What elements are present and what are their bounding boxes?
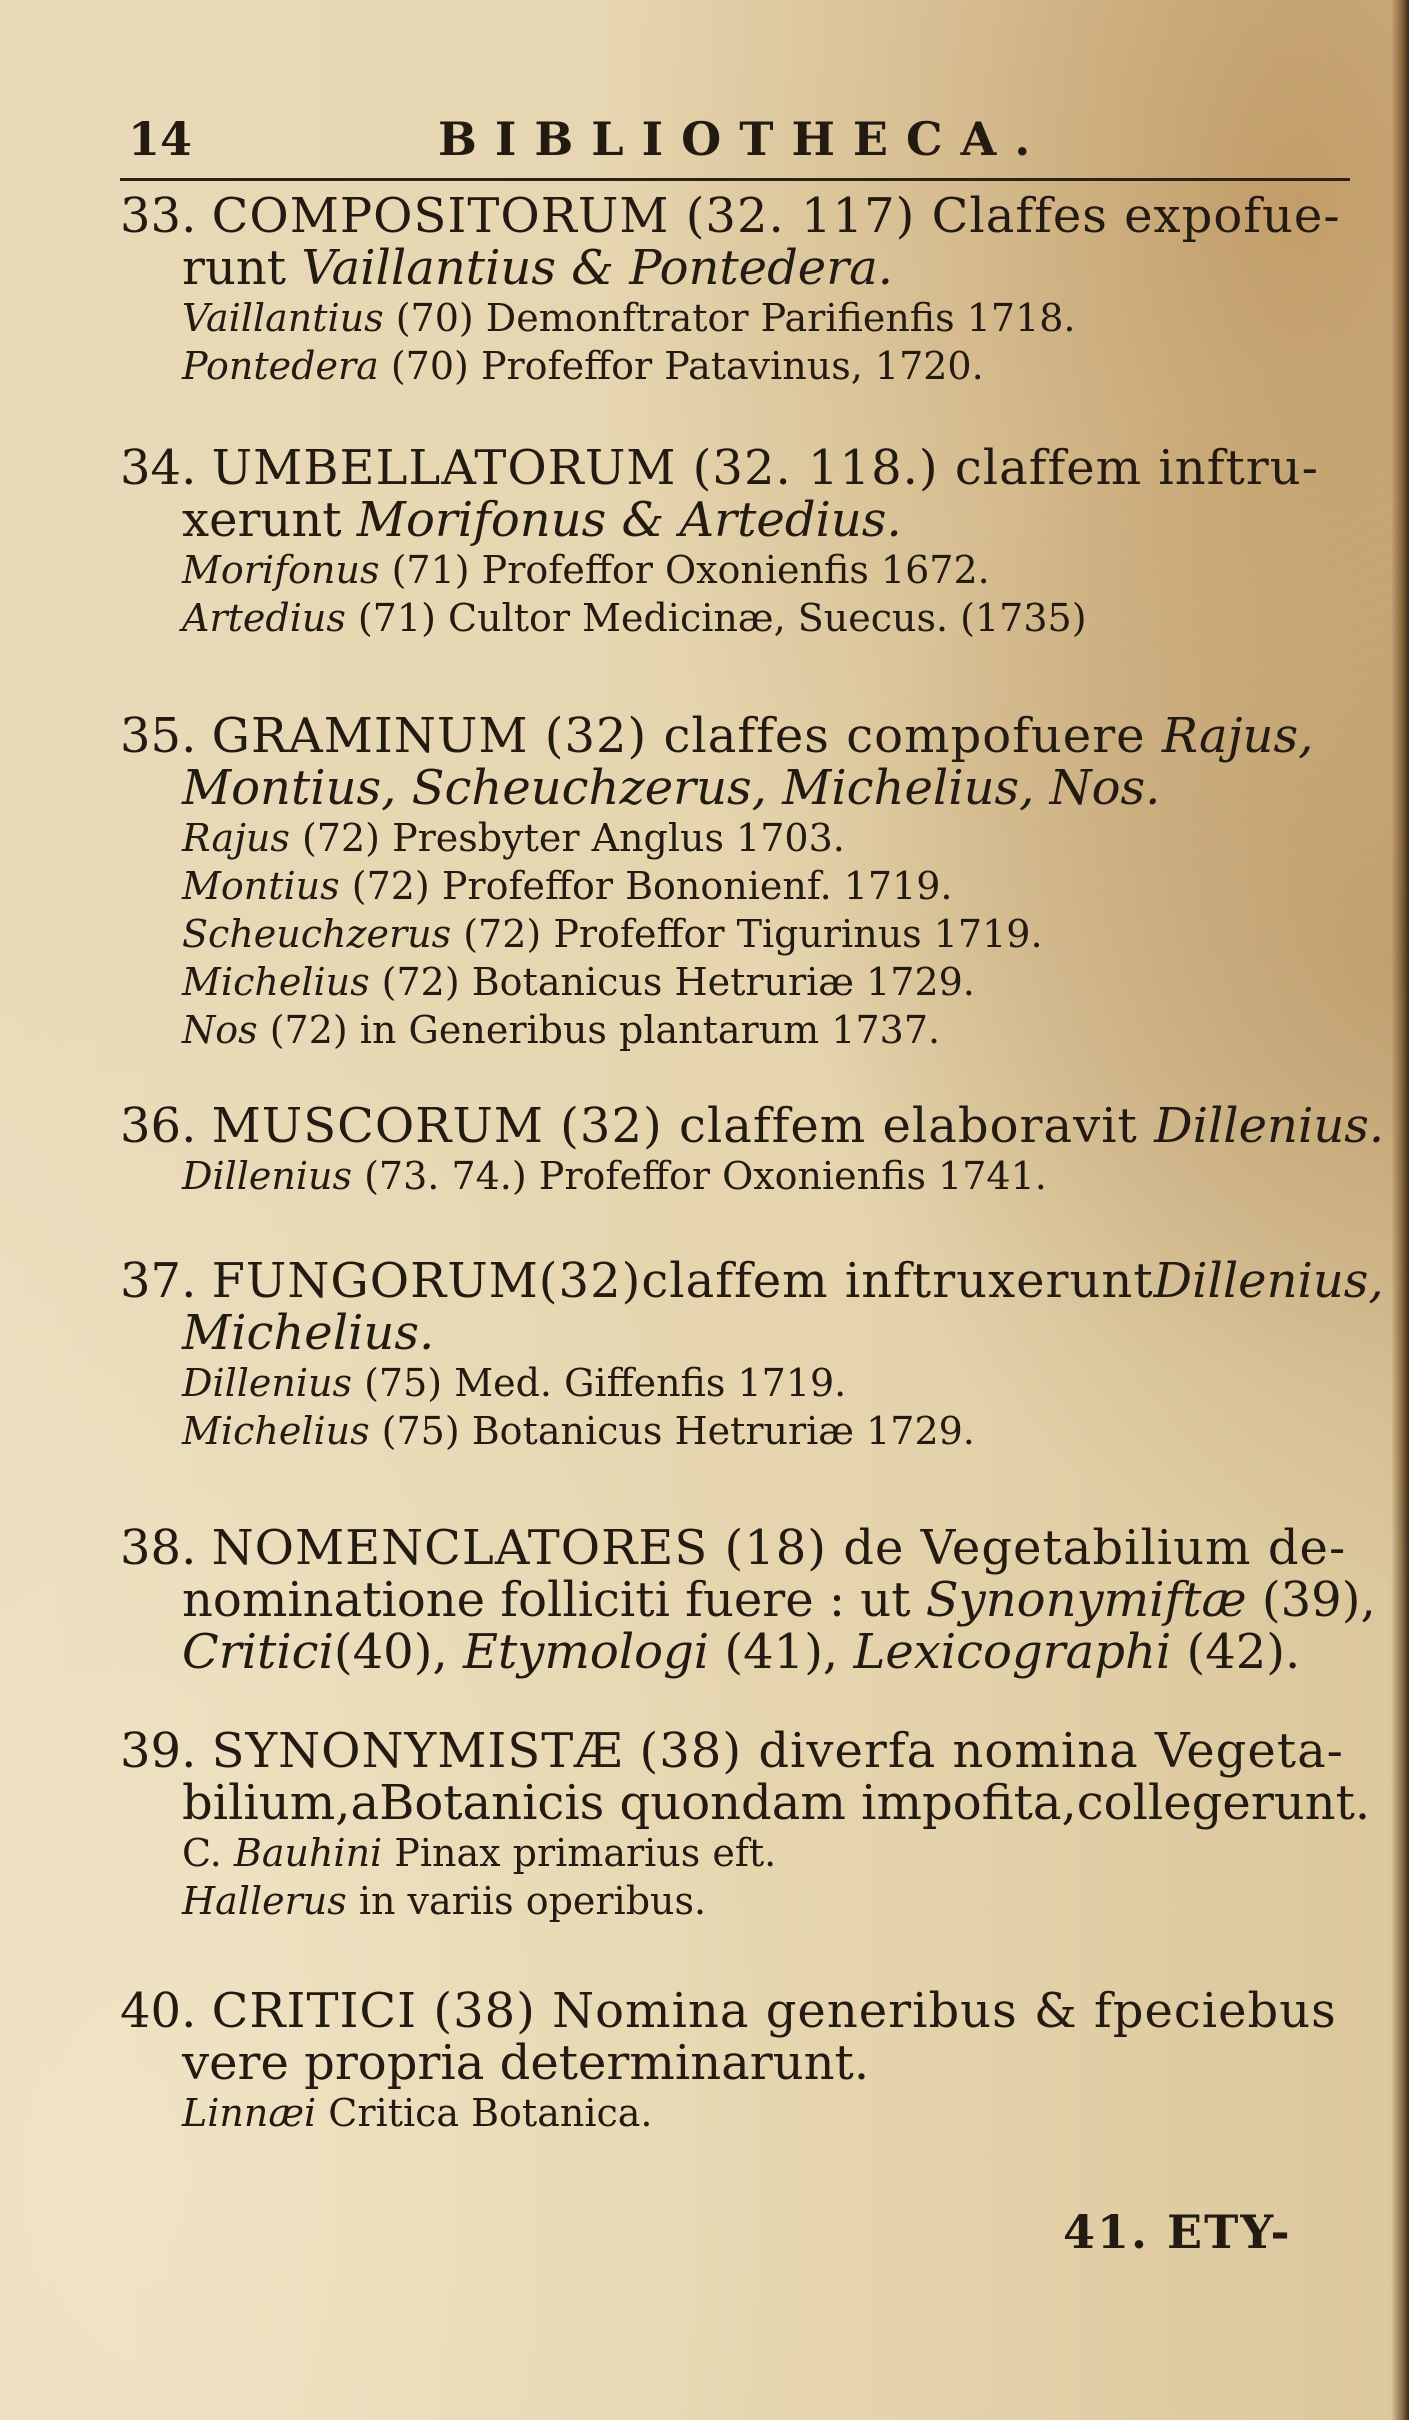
entry-authors: Dillenius, (1153, 1253, 1384, 1309)
entry-text: COMPOSITORUM (32. 117) Claffes expofue- (211, 188, 1341, 244)
author-name: Artedius (182, 596, 346, 640)
entry-text: NOMENCLATORES (18) de Vegetabilium de- (211, 1520, 1347, 1576)
entry-35 (120, 710, 1350, 1054)
entry-term: Synonymiftæ (925, 1572, 1247, 1628)
running-title: BIBLIOTHECA. (438, 112, 1049, 166)
entry-text: bilium,aBotanicis quondam impofita,collegerunt. (182, 1775, 1371, 1831)
author-prefix: C. (182, 1831, 234, 1875)
entry-34 (120, 442, 1350, 642)
page-header (128, 112, 1238, 172)
entry-text: vere propria determinarunt. (182, 2035, 870, 2091)
entry-number: 36. (120, 1098, 197, 1154)
entry-38 (120, 1520, 1376, 1680)
author-name: Montius (182, 864, 340, 908)
entry-authors: Vaillantius & Pontedera. (301, 240, 894, 296)
entry-term: Lexicographi (853, 1624, 1172, 1680)
author-note: (73. 74.) Profeffor Oxonienfis 1741. (352, 1154, 1047, 1198)
author-note: (71) Cultor Medicinæ, Suecus. (1735) (345, 596, 1087, 640)
entry-number: 39. (120, 1723, 197, 1779)
entry-number: 33. (120, 188, 197, 244)
entry-36 (120, 1098, 1385, 1200)
entry-number: 38. (120, 1520, 197, 1576)
author-note: (70) Profeffor Patavinus, 1720. (378, 344, 984, 388)
entry-authors: Dillenius. (1154, 1098, 1385, 1154)
entry-39 (120, 1723, 1371, 1925)
entry-text: FUNGORUM(32)claffem inftruxerunt (211, 1253, 1154, 1309)
entry-text: UMBELLATORUM (32. 118.) claffem inftru- (211, 440, 1319, 496)
entry-text: CRITICI (38) Nomina generibus & fpeciebus (211, 1983, 1337, 2039)
page-number: 14 (128, 112, 193, 166)
author-note: (72) Profeffor Bononienf. 1719. (339, 864, 953, 908)
author-note: (71) Profeffor Oxonienfis 1672. (379, 548, 990, 592)
entry-text: nominatione folliciti fuere : ut (182, 1572, 926, 1628)
entry-authors: Morifonus & Artedius. (356, 492, 902, 548)
author-name: Dillenius (182, 1154, 353, 1198)
author-name: Linnæi (182, 2091, 317, 2135)
entry-text: runt (182, 240, 302, 296)
entry-text: (39), (1246, 1572, 1376, 1628)
entry-authors: Michelius. (182, 1305, 435, 1361)
author-name: Hallerus (182, 1879, 347, 1923)
entry-number: 35. (120, 708, 197, 764)
entry-term: Critici (182, 1624, 334, 1680)
entry-text: (42). (1171, 1624, 1301, 1680)
entry-authors: Rajus, (1161, 708, 1314, 764)
author-note: (70) Demonftrator Parifienfis 1718. (383, 296, 1076, 340)
author-name: Scheuchzerus (182, 912, 452, 956)
author-name: Michelius (182, 1409, 370, 1453)
entry-authors: Montius, Scheuchzerus, Michelius, Nos. (182, 760, 1161, 816)
author-note: (72) in Generibus plantarum 1737. (257, 1008, 941, 1052)
entry-37 (120, 1253, 1384, 1455)
entry-text: GRAMINUM (32) claffes compofuere (211, 708, 1162, 764)
entry-text: xerunt (182, 492, 357, 548)
author-note: (75) Botanicus Hetruriæ 1729. (369, 1409, 975, 1453)
entry-33 (120, 190, 1350, 390)
entry-text: (41), (709, 1624, 854, 1680)
author-note: Critica Botanica. (316, 2091, 653, 2135)
author-name: Nos (182, 1008, 258, 1052)
entry-text: MUSCORUM (32) claffem elaboravit (211, 1098, 1155, 1154)
author-name: Rajus (182, 816, 290, 860)
author-name: Bauhini (233, 1831, 383, 1875)
author-name: Pontedera (182, 344, 379, 388)
author-note: (72) Botanicus Hetruriæ 1729. (369, 960, 975, 1004)
entry-term: Etymologi (462, 1624, 710, 1680)
catchword: 41. ETY- (1063, 2205, 1292, 2259)
author-name: Vaillantius (182, 296, 384, 340)
entry-text: (40), (333, 1624, 463, 1680)
author-note: in variis operibus. (346, 1879, 707, 1923)
author-note: (75) Med. Giffenfis 1719. (352, 1361, 847, 1405)
entry-number: 37. (120, 1253, 197, 1309)
page-edge (1391, 0, 1409, 2420)
entry-number: 34. (120, 440, 197, 496)
author-name: Morifonus (182, 548, 380, 592)
entry-number: 40. (120, 1983, 197, 2039)
author-name: Dillenius (182, 1361, 353, 1405)
author-note: (72) Profeffor Tigurinus 1719. (451, 912, 1043, 956)
entry-40 (120, 1985, 1350, 2137)
entry-text: SYNONYMISTÆ (38) diverfa nomina Vegeta- (211, 1723, 1344, 1779)
author-note: (72) Presbyter Anglus 1703. (289, 816, 845, 860)
author-note: Pinax primarius eft. (382, 1831, 777, 1875)
author-name: Michelius (182, 960, 370, 1004)
header-rule (120, 178, 1350, 181)
